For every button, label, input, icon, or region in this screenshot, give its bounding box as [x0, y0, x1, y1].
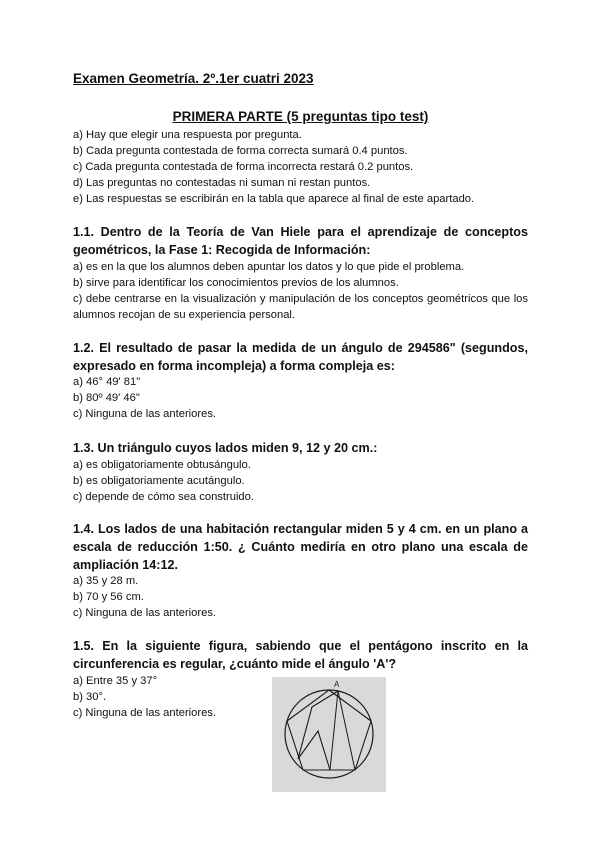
- instruction-line: e) Las respuestas se escribirán en la tabla que aparece al final de este apartado.: [73, 193, 475, 205]
- instruction-line: d) Las preguntas no contestadas ni suman ni restan puntos.: [73, 177, 371, 189]
- question-1-1-statement: 1.1. Dentro de la Teoría de Van Hiele para el aprendizaje de conceptos geométricos, la Fase 1: Recogida de Información:: [73, 225, 528, 257]
- instruction-line: c) Cada pregunta contestada de forma incorrecta restará 0.2 puntos.: [73, 161, 414, 173]
- figure-angle-label: A: [334, 680, 340, 689]
- question-1-4-option-c: c) Ninguna de las anteriores.: [73, 607, 217, 619]
- question-1-3-option-a: a) es obligatoriamente obtusángulo.: [73, 459, 251, 471]
- question-1-2-option-b: b) 80º 49' 46": [73, 392, 140, 404]
- pentagon-circle-figure: [272, 677, 386, 792]
- question-1-4-statement: 1.4. Los lados de una habitación rectangular miden 5 y 4 cm. en un plano a escala de reducción 1:50. ¿ Cuánto mediría en otro plano una escala de ampliación 14:12.: [73, 522, 528, 572]
- question-1-5-option-c: c) Ninguna de las anteriores.: [73, 707, 217, 719]
- question-1-5-statement: 1.5. En la siguiente figura, sabiendo que el pentágono inscrito en la circunferencia es regular, ¿cuánto mide el ángulo 'A'?: [73, 639, 528, 671]
- question-1-2-option-a: a) 46° 49' 81": [73, 376, 141, 388]
- question-1-3-option-b: b) es obligatoriamente acutángulo.: [73, 475, 245, 487]
- question-1-3-option-c: c) depende de cómo sea construido.: [73, 491, 254, 503]
- question-1-1-option-c: c) debe centrarse en la visualización y manipulación de los conceptos geométricos que los alumnos recojan de su experiencia personal.: [73, 293, 528, 321]
- question-1-5-option-b: b) 30°.: [73, 691, 107, 703]
- instruction-line: a) Hay que elegir una respuesta por pregunta.: [73, 129, 302, 141]
- question-1-2-option-c: c) Ninguna de las anteriores.: [73, 408, 217, 420]
- question-1-4-option-b: b) 70 y 56 cm.: [73, 591, 144, 603]
- question-1-1-option-b: b) sirve para identificar los conocimientos previos de los alumnos.: [73, 277, 399, 289]
- question-1-5-option-a: a) Entre 35 y 37°: [73, 675, 158, 687]
- question-1-2-statement: 1.2. El resultado de pasar la medida de un ángulo de 294586" (segundos, expresado en forma incompleja) a forma compleja es:: [73, 341, 528, 373]
- exam-title: Examen Geometría. 2º.1er cuatri 2023: [73, 71, 314, 86]
- instruction-line: b) Cada pregunta contestada de forma correcta sumará 0.4 puntos.: [73, 145, 408, 157]
- question-1-3-statement: 1.3. Un triángulo cuyos lados miden 9, 12 y 20 cm.:: [73, 441, 378, 455]
- question-1-4-option-a: a) 35 y 28 m.: [73, 575, 139, 587]
- question-1-1-option-a: a) es en la que los alumnos deben apuntar los datos y lo que pide el problema.: [73, 261, 465, 273]
- section-title: PRIMERA PARTE (5 preguntas tipo test): [172, 109, 429, 124]
